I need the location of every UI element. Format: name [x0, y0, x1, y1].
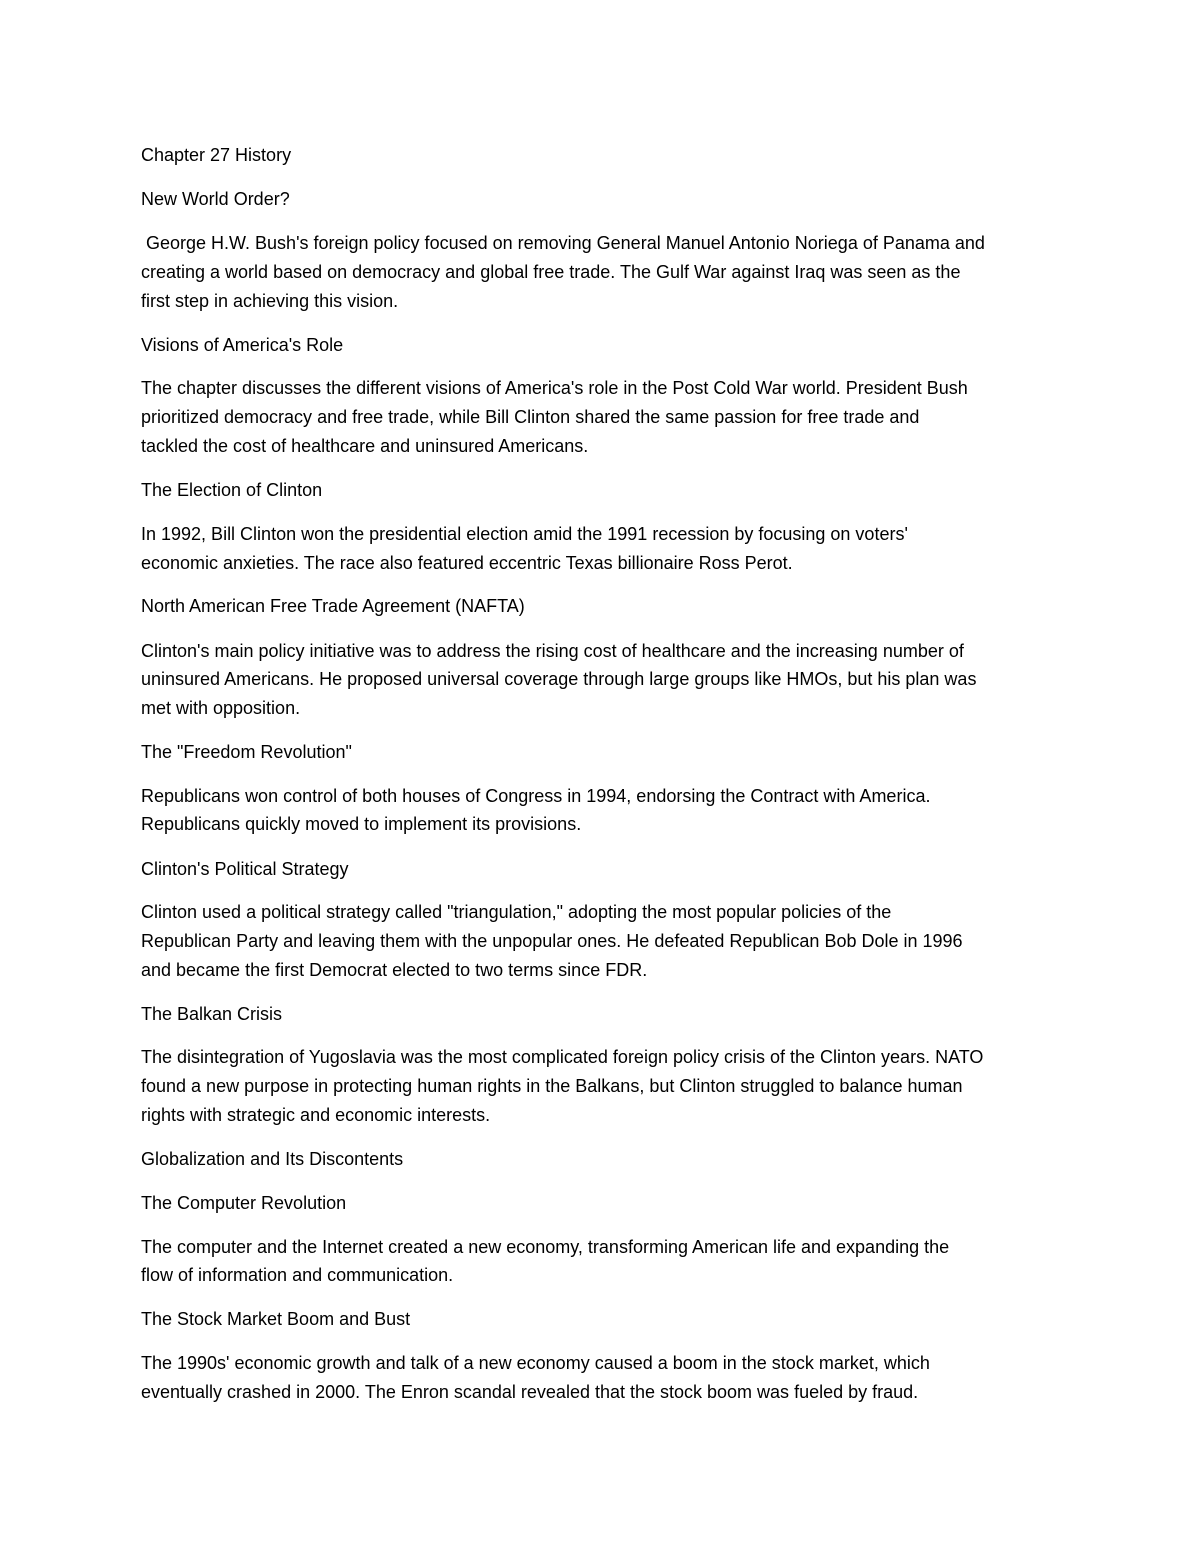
paragraph-line: met with opposition.: [141, 698, 301, 718]
section-heading: Globalization and Its Discontents: [141, 1149, 404, 1169]
section-heading: The Computer Revolution: [141, 1193, 347, 1213]
section-heading: The Election of Clinton: [141, 480, 323, 500]
paragraph-line: George H.W. Bush's foreign policy focused on removing General Manuel Antonio Noriega of Panama and: [141, 233, 985, 253]
paragraph-line: Republican Party and leaving them with the unpopular ones. He defeated Republican Bob Dole in 1996: [141, 931, 963, 951]
paragraph-line: rights with strategic and economic interests.: [141, 1105, 491, 1125]
paragraph-line: creating a world based on democracy and global free trade. The Gulf War against Iraq was seen as the: [141, 262, 961, 282]
paragraph-line: Republicans quickly moved to implement its provisions.: [141, 814, 582, 834]
paragraph-line: Clinton used a political strategy called "triangulation," adopting the most popular policies of the: [141, 902, 892, 922]
paragraph-line: The computer and the Internet created a new economy, transforming American life and expanding the: [141, 1237, 950, 1257]
paragraph-line: prioritized democracy and free trade, while Bill Clinton shared the same passion for free trade and: [141, 407, 920, 427]
section-heading: The "Freedom Revolution": [141, 742, 352, 762]
section-heading: Clinton's Political Strategy: [141, 859, 349, 879]
paragraph-line: economic anxieties. The race also featured eccentric Texas billionaire Ross Perot.: [141, 553, 793, 573]
paragraph-line: first step in achieving this vision.: [141, 291, 399, 311]
section-heading: The Stock Market Boom and Bust: [141, 1309, 411, 1329]
paragraph-line: tackled the cost of healthcare and uninsured Americans.: [141, 436, 589, 456]
document-title: Chapter 27 History: [141, 145, 292, 165]
paragraph-line: The 1990s' economic growth and talk of a new economy caused a boom in the stock market, which: [141, 1353, 930, 1373]
paragraph-line: flow of information and communication.: [141, 1265, 454, 1285]
section-heading: Visions of America's Role: [141, 335, 344, 355]
paragraph-line: The disintegration of Yugoslavia was the most complicated foreign policy crisis of the Clinton years. NATO: [141, 1047, 984, 1067]
section-heading: North American Free Trade Agreement (NAFTA): [141, 596, 525, 616]
paragraph-line: In 1992, Bill Clinton won the presidential election amid the 1991 recession by focusing on voters': [141, 524, 908, 544]
paragraph-line: uninsured Americans. He proposed universal coverage through large groups like HMOs, but his plan was: [141, 669, 977, 689]
section-heading: New World Order?: [141, 189, 290, 209]
paragraph-line: The chapter discusses the different visions of America's role in the Post Cold War world. President Bush: [141, 378, 968, 398]
paragraph-line: Republicans won control of both houses of Congress in 1994, endorsing the Contract with America.: [141, 786, 931, 806]
paragraph-line: and became the first Democrat elected to two terms since FDR.: [141, 960, 648, 980]
paragraph-line: Clinton's main policy initiative was to address the rising cost of healthcare and the increasing number of: [141, 641, 964, 661]
paragraph-line: found a new purpose in protecting human rights in the Balkans, but Clinton struggled to balance human: [141, 1076, 963, 1096]
section-heading: The Balkan Crisis: [141, 1004, 283, 1024]
paragraph-line: eventually crashed in 2000. The Enron scandal revealed that the stock boom was fueled by fraud.: [141, 1382, 919, 1402]
